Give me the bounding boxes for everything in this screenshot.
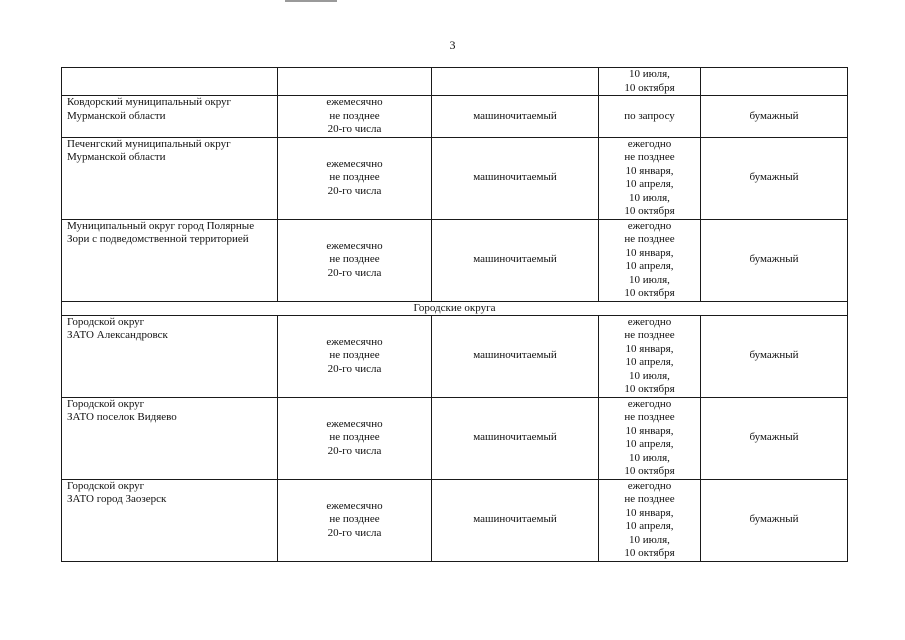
schedule-cell: 10 июля, 10 октября (599, 68, 701, 96)
medium-cell: бумажный (701, 137, 848, 219)
table-row (62, 479, 848, 561)
format-cell: машиночитаемый (432, 96, 599, 138)
format-cell: машиночитаемый (432, 137, 599, 219)
table-row (62, 315, 848, 397)
reporting-schedule-table (61, 67, 848, 562)
schedule-cell: ежегодно не позднее 10 января, 10 апреля, 10 июля, 10 октября (599, 397, 701, 479)
schedule-cell: ежегодно не позднее 10 января, 10 апреля, 10 июля, 10 октября (599, 315, 701, 397)
format-cell (432, 68, 599, 96)
period-cell: ежемесячно не позднее 20-го числа (278, 219, 432, 301)
schedule-cell: ежегодно не позднее 10 января, 10 апреля, 10 июля, 10 октября (599, 137, 701, 219)
medium-cell: бумажный (701, 397, 848, 479)
table-row (62, 68, 848, 96)
schedule-cell: ежегодно не позднее 10 января, 10 апреля, 10 июля, 10 октября (599, 479, 701, 561)
page-number: 3 (449, 38, 456, 52)
period-cell: ежемесячно не позднее 20-го числа (278, 479, 432, 561)
table-row (62, 137, 848, 219)
period-cell: ежемесячно не позднее 20-го числа (278, 96, 432, 138)
format-cell: машиночитаемый (432, 315, 599, 397)
medium-cell: бумажный (701, 479, 848, 561)
municipality-name-cell: Муниципальный округ город Полярные Зори с подведомственной территорией (62, 219, 278, 301)
medium-cell: бумажный (701, 219, 848, 301)
scan-mark (285, 0, 337, 2)
period-cell: ежемесячно не позднее 20-го числа (278, 315, 432, 397)
municipality-name-cell: Городской округ ЗАТО Александровск (62, 315, 278, 397)
period-cell: ежемесячно не позднее 20-го числа (278, 137, 432, 219)
municipality-name-cell: Ковдорский муниципальный округ Мурманской области (62, 96, 278, 138)
format-cell: машиночитаемый (432, 219, 599, 301)
table-row (62, 219, 848, 301)
table-row (62, 96, 848, 138)
medium-cell: бумажный (701, 96, 848, 138)
medium-cell: бумажный (701, 315, 848, 397)
section-header-row (62, 301, 848, 315)
municipality-name-cell: Городской округ ЗАТО город Заозерск (62, 479, 278, 561)
municipality-name-cell (62, 68, 278, 96)
schedule-cell: по запросу (599, 96, 701, 138)
format-cell: машиночитаемый (432, 397, 599, 479)
schedule-cell: ежегодно не позднее 10 января, 10 апреля, 10 июля, 10 октября (599, 219, 701, 301)
section-title: Городские округа (62, 301, 848, 315)
medium-cell (701, 68, 848, 96)
municipality-name-cell: Печенгский муниципальный округ Мурманской области (62, 137, 278, 219)
period-cell (278, 68, 432, 96)
table-row (62, 397, 848, 479)
municipality-name-cell: Городской округ ЗАТО поселок Видяево (62, 397, 278, 479)
format-cell: машиночитаемый (432, 479, 599, 561)
period-cell: ежемесячно не позднее 20-го числа (278, 397, 432, 479)
